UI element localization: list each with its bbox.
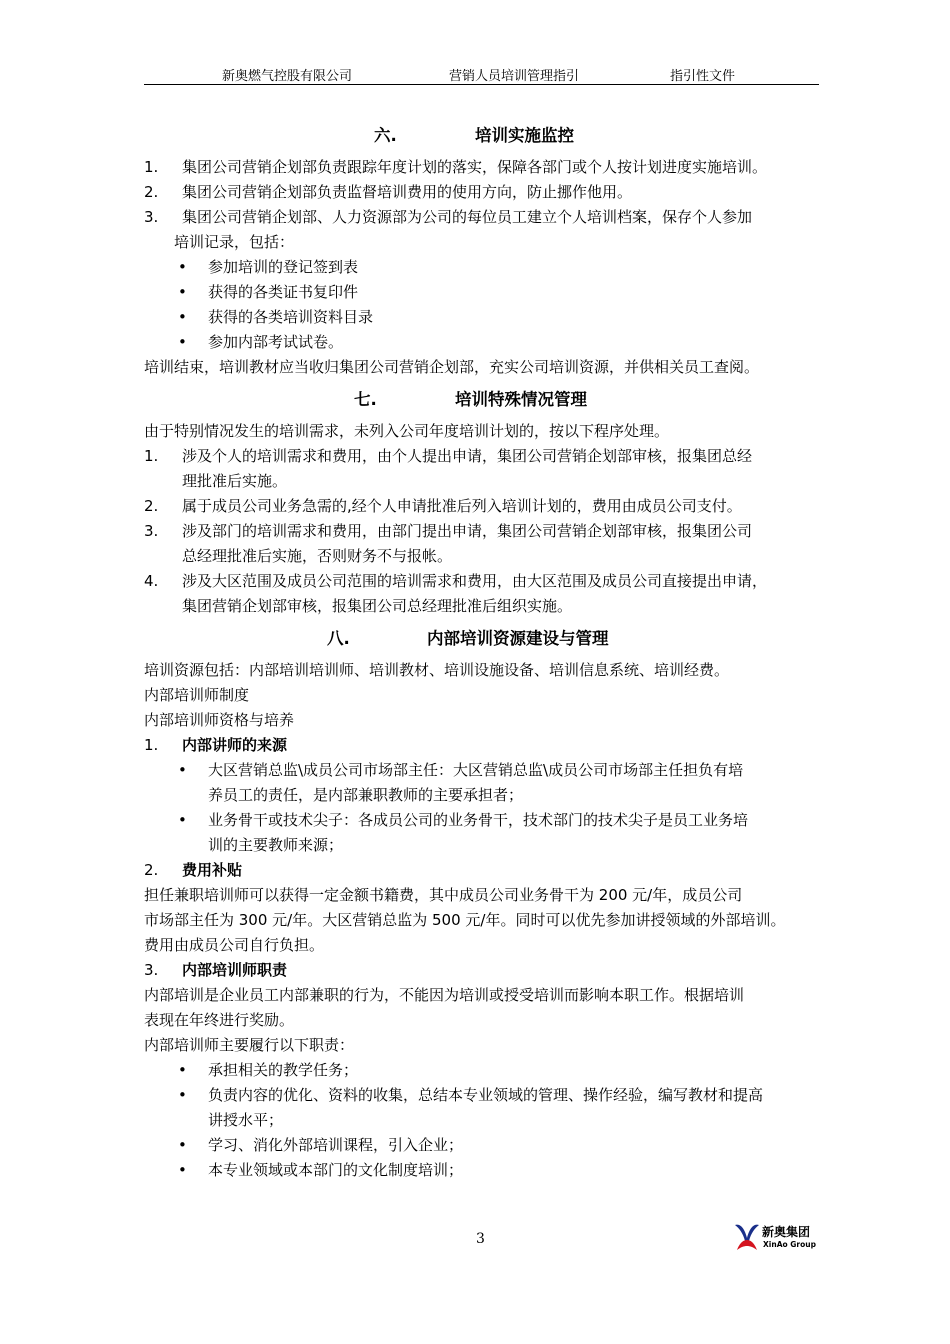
logo-english-name: XinAo Group xyxy=(763,1240,816,1249)
item-number: 1. xyxy=(144,447,159,465)
item-text: 涉及部门的培训需求和费用，由部门提出申请，集团公司营销企划部审核，报集团公司 xyxy=(182,522,753,540)
bullet-icon: • xyxy=(178,1061,187,1079)
bullet-item xyxy=(144,1133,834,1158)
bullet-text: 获得的各类培训资料目录 xyxy=(208,308,374,326)
item-label: 内部培训师职责 xyxy=(182,961,288,979)
item-text: 属于成员公司业务急需的,经个人申请批准后列入培训计划的，费用由成员公司支付。 xyxy=(182,497,742,515)
section-title: 内部培训资源建设与管理 xyxy=(427,629,609,648)
item-text-cont: 培训记录，包括： xyxy=(174,233,295,251)
bullet-text: 承担相关的教学任务； xyxy=(208,1061,359,1079)
bullet-text: 学习、消化外部培训课程，引入企业； xyxy=(208,1136,464,1154)
bullet-icon: • xyxy=(178,308,187,326)
bullet-item xyxy=(144,255,834,280)
paragraph-line: 费用由成员公司自行负担。 xyxy=(144,936,325,954)
item-label: 内部讲师的来源 xyxy=(182,736,288,754)
document-body xyxy=(144,116,834,1183)
list-item xyxy=(144,958,834,983)
bullet-text: 业务骨干或技术尖子：各成员公司的业务骨干，技术部门的技术尖子是员工业务培 xyxy=(208,811,749,829)
list-item xyxy=(144,444,834,494)
item-text: 集团公司营销企划部、人力资源部为公司的每位员工建立个人培训档案，保存个人参加 xyxy=(182,208,753,226)
header-title: 营销人员培训管理指引 xyxy=(449,69,580,84)
bullet-item xyxy=(144,1083,834,1133)
item-number: 3. xyxy=(144,208,159,226)
list-item xyxy=(144,494,834,519)
item-number: 2. xyxy=(144,861,159,879)
paragraph: 培训资源包括：内部培训培训师、培训教材、培训设施设备、培训信息系统、培训经费。 xyxy=(144,661,730,679)
bullet-text: 参加培训的登记签到表 xyxy=(208,258,359,276)
item-text: 涉及个人的培训需求和费用，由个人提出申请，集团公司营销企划部审核，报集团总经 xyxy=(182,447,753,465)
paragraph-line: 表现在年终进行奖励。 xyxy=(144,1011,295,1029)
bullet-text: 大区营销总监\成员公司市场部主任：大区营销总监\成员公司市场部主任担负有培 xyxy=(208,761,744,779)
item-number: 3. xyxy=(144,522,159,540)
page-header xyxy=(144,60,819,85)
item-number: 1. xyxy=(144,158,159,176)
paragraph-line: 担任兼职培训师可以获得一定金额书籍费，其中成员公司业务骨干为 200 元/年，成员公司 xyxy=(144,886,743,904)
paragraph-line: 市场部主任为 300 元/年。大区营销总监为 500 元/年。同时可以优先参加讲授领域的外部培训。 xyxy=(144,911,786,929)
bullet-item xyxy=(144,330,834,355)
section-title: 培训特殊情况管理 xyxy=(455,390,587,409)
section-number: 七. xyxy=(354,390,377,409)
bullet-icon: • xyxy=(178,1161,187,1179)
list-item xyxy=(144,858,834,883)
page-number: 3 xyxy=(476,1231,485,1247)
item-number: 2. xyxy=(144,497,159,515)
bullet-icon: • xyxy=(178,333,187,351)
item-number: 3. xyxy=(144,961,159,979)
item-text-cont: 总经理批准后实施，否则财务不与报帐。 xyxy=(182,547,453,565)
item-label: 费用补贴 xyxy=(182,861,243,879)
bullet-item xyxy=(144,1158,834,1183)
bullet-icon: • xyxy=(178,1086,187,1104)
bullet-icon: • xyxy=(178,1136,187,1154)
paragraph-line: 内部培训是企业员工内部兼职的行为，不能因为培训或授受培训而影响本职工作。根据培训 xyxy=(144,986,745,1004)
list-item xyxy=(144,180,834,205)
section-heading-7 xyxy=(144,386,834,411)
bullet-icon: • xyxy=(178,258,187,276)
company-logo xyxy=(732,1220,832,1256)
logo-chinese-name: 新奥集团 xyxy=(762,1225,811,1239)
list-item xyxy=(144,569,834,619)
list-item xyxy=(144,205,834,255)
list-item xyxy=(144,155,834,180)
paragraph: 培训结束，培训教材应当收归集团公司营销企划部，充实公司培训资源，并供相关员工查阅。 xyxy=(144,358,760,376)
paragraph-line: 内部培训师主要履行以下职责： xyxy=(144,1036,355,1054)
item-text: 集团公司营销企划部负责跟踪年度计划的落实，保障各部门或个人按计划进度实施培训。 xyxy=(182,158,768,176)
bullet-item xyxy=(144,305,834,330)
section-title: 培训实施监控 xyxy=(475,126,574,145)
item-number: 4. xyxy=(144,572,159,590)
bullet-text: 获得的各类证书复印件 xyxy=(208,283,359,301)
section-number: 六. xyxy=(374,126,397,145)
bullet-item xyxy=(144,280,834,305)
bullet-text-cont: 讲授水平； xyxy=(208,1111,284,1129)
header-company: 新奥燃气控股有限公司 xyxy=(222,69,353,84)
bullet-icon: • xyxy=(178,811,187,829)
sub-heading: 内部培训师制度 xyxy=(144,686,250,704)
item-number: 1. xyxy=(144,736,159,754)
paragraph: 由于特别情况发生的培训需求，未列入公司年度培训计划的，按以下程序处理。 xyxy=(144,422,670,440)
item-text-cont: 集团营销企划部审核，报集团公司总经理批准后组织实施。 xyxy=(182,597,573,615)
section-heading-6 xyxy=(144,122,834,147)
bullet-text: 本专业领域或本部门的文化制度培训； xyxy=(208,1161,464,1179)
item-text-cont: 理批准后实施。 xyxy=(182,472,288,490)
section-heading-8 xyxy=(144,625,834,650)
item-text: 涉及大区范围及成员公司范围的培训需求和费用，由大区范围及成员公司直接提出申请， xyxy=(182,572,768,590)
bullet-icon: • xyxy=(178,283,187,301)
sub-heading: 内部培训师资格与培养 xyxy=(144,711,295,729)
item-number: 2. xyxy=(144,183,159,201)
bullet-item xyxy=(144,808,834,858)
bullet-text-cont: 训的主要教师来源； xyxy=(208,836,344,854)
list-item xyxy=(144,733,834,758)
header-doc-type: 指引性文件 xyxy=(670,69,736,84)
bullet-text: 负责内容的优化、资料的收集，总结本专业领域的管理、操作经验，编写教材和提高 xyxy=(208,1086,764,1104)
bullet-item xyxy=(144,1058,834,1083)
list-item xyxy=(144,519,834,569)
bullet-text: 参加内部考试试卷。 xyxy=(208,333,344,351)
section-number: 八. xyxy=(327,629,350,648)
bullet-icon: • xyxy=(178,761,187,779)
bullet-item xyxy=(144,758,834,808)
item-text: 集团公司营销企划部负责监督培训费用的使用方向，防止挪作他用。 xyxy=(182,183,633,201)
bullet-text-cont: 养员工的责任，是内部兼职教师的主要承担者； xyxy=(208,786,524,804)
xinao-logo-icon xyxy=(732,1220,762,1256)
